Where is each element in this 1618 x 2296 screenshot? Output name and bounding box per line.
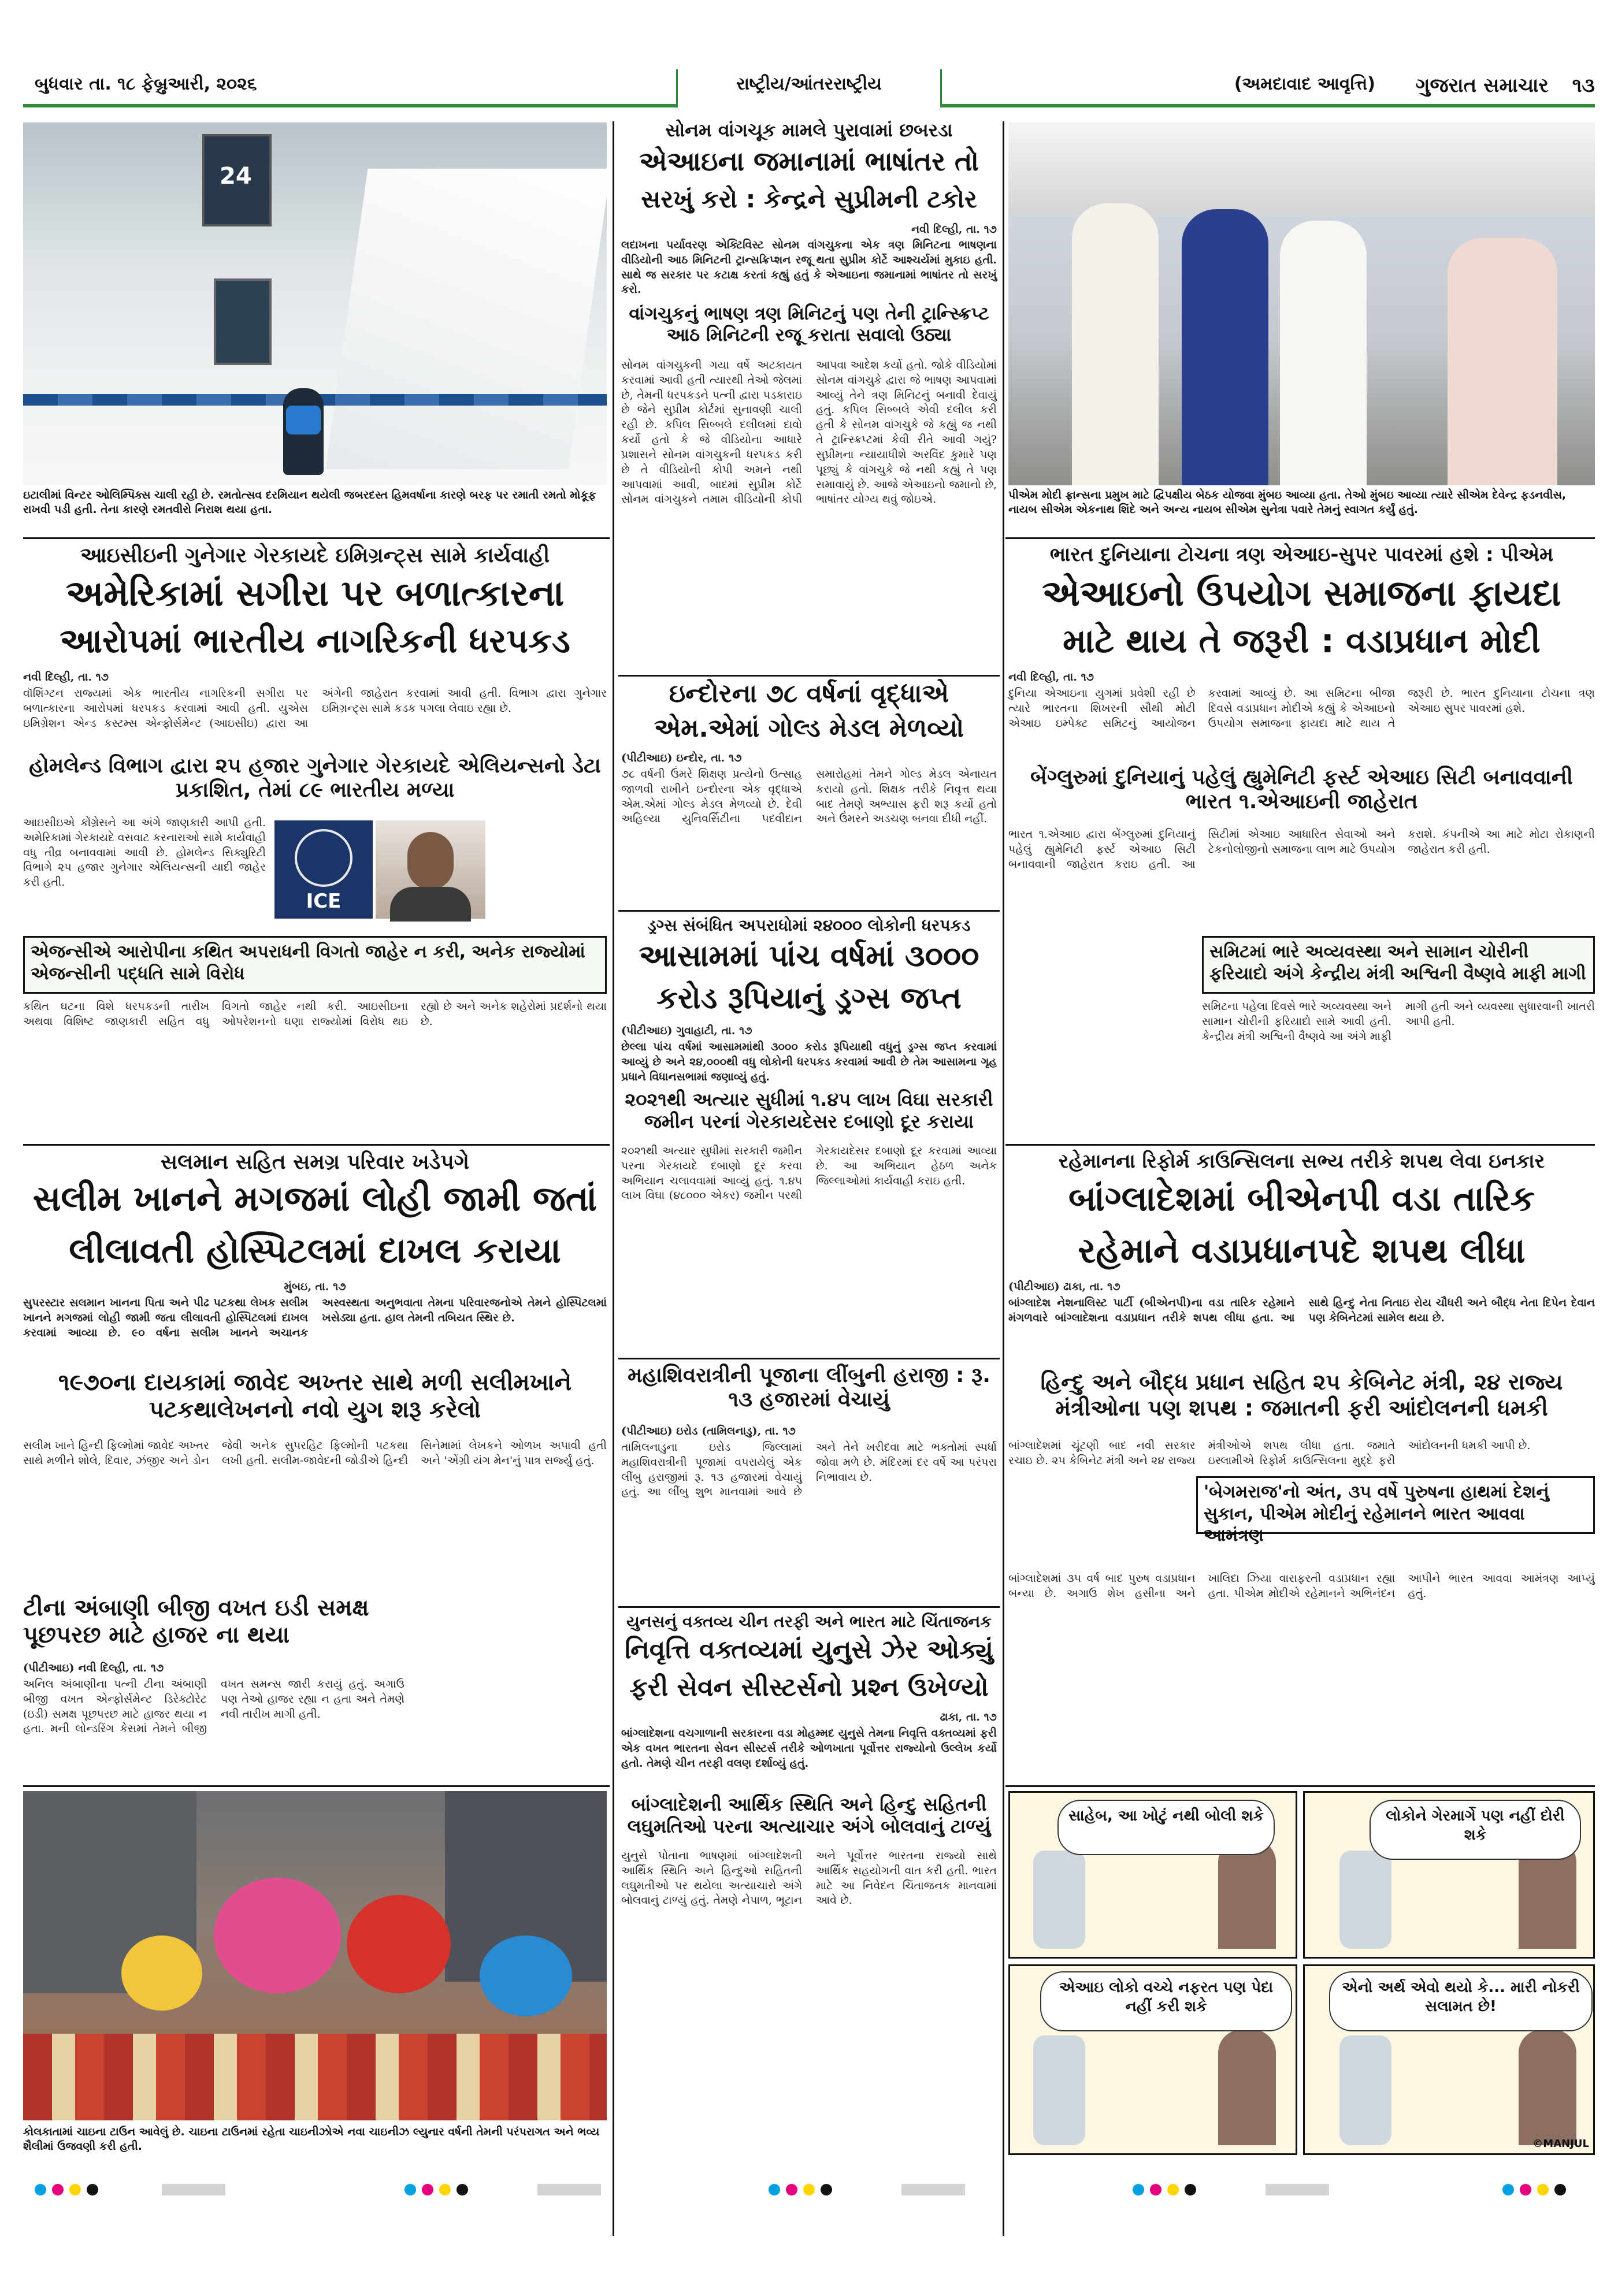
indore-headline-1: ઇન્દોરના ૭૮ વર્ષનાં વૃદ્ધાએ <box>669 679 949 708</box>
tina-dateline: (પીટીઆઇ) નવી દિલ્હી, તા. ૧૭ <box>23 1662 164 1674</box>
registration-bar <box>537 2184 601 2195</box>
usa-body: વૉશિંગ્ટન રાજ્યમાં એક ભારતીય નાગરિકની સગીરા પર બળાત્કારના આરોપમાં ધરપકડ કરવામાં આવી હતી. યુએસ ઇમિગ્રેશન એન્ડ કસ્ટમ્સ એન્ફોર્સમેન્ટ (આઇસીઇ) દ્વારા આ અંગેની જાહેરાત કરવામાં આવી હતી. વિભાગ દ્વારા ગુનેગાર ઇમિગ્રન્ટ્સ સામે કડક પગલા લેવાઇ રહ્યા છે. <box>23 687 607 730</box>
registration-dot <box>457 2184 468 2195</box>
assam-headline-1: આસામમાં પાંચ વર્ષમાં ૩૦૦૦ <box>639 939 979 974</box>
man-figure-4 <box>1519 2030 1576 2145</box>
snowboarder-jacket <box>286 406 321 434</box>
accused-portrait <box>376 820 485 919</box>
salim-headline-2: લીલાવતી હોસ્પિટલમાં દાખલ કરાયા <box>69 1231 561 1271</box>
usa-dateline: નવી દિલ્હી, તા. ૧૭ <box>23 671 109 683</box>
bangladesh-subhead: હિન્દુ અને બૌદ્ધ પ્રધાન સહિત ૨૫ કેબિનેટ મંત્રી, ૨૪ રાજ્ય મંત્રીઓના પણ શપથ : જમાતની ફરી આંદોલનની ધમકી <box>1040 1369 1563 1421</box>
registration-dot <box>35 2184 46 2195</box>
registration-bar <box>162 2184 225 2195</box>
registration-bar <box>1266 2184 1329 2195</box>
divider-sonam <box>618 675 1000 677</box>
registration-dot <box>422 2184 433 2195</box>
divider-ai <box>1005 1144 1595 1146</box>
cartoon-bubble-4: એનો અર્થ એવો થયો કે... મારી નોકરી સલામત છે! <box>1329 1971 1593 2031</box>
bangladesh-headline-1: બાંગ્લાદેશમાં બીએનપી વડા તારિક <box>1068 1179 1535 1219</box>
masthead-paper-name: ગુજરાત સમાચાર <box>1415 74 1549 97</box>
divider-tina <box>23 1785 610 1787</box>
bangladesh-body-2: બાંગ્લાદેશમાં ચૂંટણી બાદ નવી સરકાર રચાઇ છે. ૨૫ કેબિનેટ મંત્રી અને ૨૪ રાજ્ય મંત્રીઓએ શપથ લીધા હતા. જમાતે ઇસ્લામીએ રિફોર્મ કાઉન્સિલના મુદ્દે ફરી આંદોલનની ધમકી આપી છે. <box>1008 1439 1531 1467</box>
lion-head-pink <box>214 1878 341 1993</box>
un-dateline: ઢાકા, તા. ૧૭ <box>940 1711 997 1723</box>
person-modi <box>1072 203 1159 485</box>
ice-label: ICE <box>306 890 342 913</box>
lion-dance-photo <box>23 1791 607 2120</box>
column-rule-2 <box>1003 121 1004 2236</box>
salim-kicker: સલમાન સહિત સમગ્ર પરિવાર ખડેપગે <box>160 1150 470 1174</box>
man-figure-1 <box>1218 1839 1276 1949</box>
ai-body-2: ભારત ૧.એઆઇ દ્વારા બેંગ્લુરુમાં દુનિયાનું પહેલું હ્યુમેનિટી ફર્સ્ટ એઆઇ સિટી બનાવવાની જાહેરાત કરાઇ હતી. આ સિટીમાં એઆઇ આધારિત સેવાઓ અને ટેકનોલોજીનો સમાજના લાભ માટે ઉપયોગ કરાશે. કંપનીએ આ માટે મોટા રોકાણની જાહેરાત કરી હતી. <box>1008 828 1595 871</box>
usa-highlight-box: એજન્સીએ આરોપીના કથિત અપરાધની વિગતો જાહેર ન કરી, અનેક રાજ્યોમાં એજન્સીની પદ્ધતિ સામે વિરોધ <box>23 936 607 994</box>
ice-seal <box>295 829 352 887</box>
registration-dot <box>439 2184 451 2195</box>
cartoon-bubble-2: લોકોને ગેરમાર્ગે પણ નહીં દોરી શકે <box>1370 1800 1581 1860</box>
registration-dot <box>1185 2184 1196 2195</box>
modi-photo <box>1008 122 1595 485</box>
robot-figure-2 <box>1339 1851 1391 1949</box>
registration-dot <box>769 2184 780 2195</box>
ai-body: દુનિયા એઆઇના યુગમાં પ્રવેશી રહી છે ત્યારે ભારતના શિખરની સૌથી મોટી એઆઇ ઇમ્પેક્ટ સમિટનું આયોજન કરવામાં આવ્યું છે. આ સમિટના બીજા દિવસે વડાપ્રધાન મોદીએ કહ્યું કે એઆઇનો ઉપયોગ સમાજના ફાયદા માટે થાય તે જરૂરી છે. ભારત દુનિયાના ટોચના ત્રણ એઆઇ સુપર પાવરમાં હશે. <box>1008 687 1595 730</box>
divider-bangladesh <box>1005 1785 1595 1787</box>
registration-dot <box>87 2184 98 2195</box>
usa-headline-1: અમેરિકામાં સગીરા પર બળાત્કારના <box>65 572 565 614</box>
registration-bar <box>901 2184 965 2195</box>
masthead-section-frame <box>676 69 942 107</box>
divider-indore <box>618 910 1000 912</box>
portrait-head <box>407 832 454 890</box>
registration-dot <box>1554 2184 1566 2195</box>
lion-head-yellow <box>121 1935 202 2011</box>
ai-dateline: નવી દિલ્હી, તા. ૧૭ <box>1008 671 1094 683</box>
lion-head-blue <box>480 1935 572 2016</box>
registration-dot <box>404 2184 416 2195</box>
assam-body: ૨૦૨૧થી અત્યાર સુધીમાં સરકારી જમીન પરના ગેરકાયદે દબાણો દૂર કરવા અભિયાન ચલાવવામાં આવ્યું હતું. ૧.૪૫ લાખ વિઘા (૪૮૦૦૦ એકર) જમીન પરથી ગેરકાયદેસર દબાણો દૂર કરવામાં આવ્યા છે. આ અભિયાન હેઠળ અનેક જિલ્લાઓમાં કાર્યવાહી કરાઇ હતી. <box>621 1145 997 1202</box>
assam-kicker: ડ્રગ્સ સંબંધિત અપરાધોમાં ૨૪૦૦૦ લોકોની ધરપકડ <box>647 916 971 935</box>
robot-figure-1 <box>1033 1851 1085 1949</box>
masthead-rule-left <box>23 104 676 107</box>
bangladesh-kicker: રહેમાનના રિફોર્મ કાઉન્સિલના સભ્ય તરીકે શપથ લેવા ઇનકાર <box>1058 1150 1545 1173</box>
salim-subhead: ૧૯૭૦ના દાયકામાં જાવેદ અખ્તર સાથે મળી સલીમખાને પટકથાલેખનનો નવો યુગ શરૂ કરેલો <box>58 1369 572 1424</box>
robot-figure-3 <box>1033 2035 1085 2145</box>
indore-dateline: (પીટીઆઇ) ઇન્દોર, તા. ૧૭ <box>621 752 742 764</box>
person-pawar <box>1448 238 1557 485</box>
olympics-screen-2 <box>214 278 272 365</box>
page-number: ૧૩ <box>1572 74 1595 97</box>
robot-figure-4 <box>1339 2035 1391 2145</box>
registration-dot <box>821 2184 832 2195</box>
lion-head-red <box>347 1895 451 1993</box>
olympics-badge: 24 <box>220 163 252 190</box>
ice-logo <box>274 820 373 919</box>
crowd-row <box>23 2034 607 2120</box>
usa-kicker: આઇસીઇની ગુનેગાર ગેરકાયદે ઇમિગ્રન્ટ્સ સામે કાર્યવાહી <box>80 544 550 567</box>
salim-body: સુપરસ્ટાર સલમાન ખાનના પિતા અને પીઢ પટકથા લેખક સલીમ ખાનને મગજમાં લોહી જામી જતા લીલાવતી હોસ્પિટલમાં દાખલ કરવામાં આવ્યા છે. ૯૦ વર્ષના સલીમ ખાનને અચાનક અસ્વસ્થતા અનુભવાતા તેમના પરિવારજનોએ તેમને હોસ્પિટલમાં ખસેડ્યા હતા. હાલ તેમની તબિયત સ્થિર છે. <box>23 1296 607 1339</box>
ai-kicker: ભારત દુનિયાના ટોચના ત્રણ એઆઇ-સુપર પાવરમાં હશે : પીએમ <box>1049 543 1554 566</box>
registration-dot <box>803 2184 815 2195</box>
tina-body: અનિલ અંબાણીના પત્ની ટીના અંબાણી બીજી વખત એન્ફોર્સમેન્ટ ડિરેક્ટોરેટ (ઇડી) સમક્ષ પૂછપરછ માટે હાજર થયા ન હતા. મની લોન્ડરિંગ કેસમાં તેમને બીજી વખત સમન્સ જારી કરાયું હતું. અગાઉ પણ તેઓ હાજર રહ્યા ન હતા અને તેમણે નવી તારીખ માગી હતી. <box>23 1678 404 1736</box>
divider-usa <box>23 1144 610 1146</box>
registration-dot <box>1502 2184 1514 2195</box>
registration-dot <box>1133 2184 1144 2195</box>
un-kicker: યુનસનું વક્તવ્ય ચીન તરફી અને ભારત માટે ચિંતાજનક <box>626 1612 992 1631</box>
registration-dot <box>1150 2184 1161 2195</box>
registration-dot <box>786 2184 797 2195</box>
sonam-headline-2: સરખું કરો : કેન્દ્રને સુપ્રીમની ટકોર <box>641 185 977 213</box>
man-figure-3 <box>1218 2030 1276 2145</box>
olympics-caption: ઇટાલીમાં વિન્ટર ઓલિમ્પિક્સ ચાલી રહી છે. રમતોત્સવ દરમિયાન થયેલી જબરદસ્ત હિમવર્ષાના કારણે બરફ પર રમાતી રમતો મોકૂફ રાખવી પડી હતી. તેના કારણે રમતવીરો નિરાશ થયા હતા. <box>23 489 596 516</box>
cartoon-bubble-3: એઆઇ લોકો વચ્ચે નફરત પણ પેદા નહીં કરી શકે <box>1040 1971 1292 2031</box>
indore-body: ૭૮ વર્ષની ઉંમરે શિક્ષણ પ્રત્યેનો ઉત્સાહ જાળવી રાખીને ઇન્દોરના એક વૃદ્ધાએ એમ.એમાં ગોલ્ડ મેડલ મેળવ્યો છે. દેવી અહિલ્યા યુનિવર્સિટીના પદવીદાન સમારોહમાં તેમને ગોલ્ડ મેડલ એનાયત કરાયો હતો. શિક્ષક તરીકે નિવૃત્ત થયા બાદ તેમણે અભ્યાસ ફરી શરૂ કર્યો હતો અને ઉંમરને અડચણ બનવા દીધી નહીં. <box>621 768 997 826</box>
registration-dot <box>69 2184 81 2195</box>
divider-modi <box>1005 537 1595 539</box>
shivratri-body: તામિલનાડુના ઇરોડ જિલ્લામાં મહાશિવરાત્રીની પૂજામાં વપરાયેલું એક લીંબુ હરાજીમાં રૂ. ૧૩ હજારમાં વેચાયું હતું. આ લીંબુ શુભ માનવામાં આવે છે અને તેને ખરીદવા માટે ભક્તોમાં સ્પર્ધા જોવા મળે છે. મંદિરમાં દર વર્ષે આ પરંપરા નિભાવાય છે. <box>621 1441 997 1499</box>
registration-dot <box>1537 2184 1549 2195</box>
divider-olympics <box>23 537 610 539</box>
sonam-lead: લદાખના પર્યાવરણ એક્ટિવિસ્ટ સોનમ વાંગચુકના એક ત્રણ મિનિટના ભાષણના વીડિયોની આઠ મિનિટની ટ્રાન્સક્રિપ્શન રજૂ થતા સુપ્રીમ કોર્ટે આશ્ચર્યમાં મુકાઇ હતી. સાથે જ સરકાર પર કટાક્ષ કરતાં કહ્યું હતું કે એઆઇના જમાનામાં ભાષાંતર તો સરખું કરો. <box>621 239 997 296</box>
divider-shivratri <box>618 1606 1000 1608</box>
sonam-headline-1: એઆઇના જમાનામાં ભાષાંતર તો <box>639 146 979 177</box>
usa-body-2: આઇસીઇએ કોંગ્રેસને આ અંગે જાણકારી આપી હતી. અમેરિકામાં ગેરકાયદે વસવાટ કરનારાઓ સામે કાર્યવાહી વધુ તીવ્ર બનાવવામાં આવી છે. હોમલેન્ડ સિક્યુરિટી વિભાગે ૨૫ હજાર ગુનેગાર એલિયન્સની યાદી જાહેર કરી હતી. <box>23 816 266 889</box>
portrait-shoulders <box>390 887 471 922</box>
salim-body-2: સલીમ ખાને હિન્દી ફિલ્મોમાં જાવેદ અખ્તર સાથે મળીને શોલે, દિવાર, ઝંજીર અને ડોન જેવી અનેક સુપરહિટ ફિલ્મોની પટકથા લખી હતી. સલીમ-જાવેદની જોડીએ હિન્દી સિનેમામાં લેખકને ઓળખ અપાવી હતી અને 'એંગ્રી યંગ મેન'નું પાત્ર સર્જ્યું હતું. <box>23 1439 607 1467</box>
sonam-kicker: સોનમ વાંગચૂક મામલે પુરાવામાં છબરડા <box>665 119 953 141</box>
ai-headline-1: એઆઇનો ઉપયોગ સમાજના ફાયદા <box>1042 572 1561 614</box>
usa-body-2b <box>491 816 607 931</box>
salim-dateline: મુંબઇ, તા. ૧૭ <box>284 1280 346 1293</box>
un-headline-2: ફરી સેવન સીસ્ટર્સનો પ્રશ્ન ઉખેળ્યો <box>629 1673 989 1702</box>
person-fadnavis <box>1182 209 1268 485</box>
shivratri-headline: મહાશિવરાત્રીની પૂજાના લીંબુની હરાજી : રૂ. ૧૩ હજારમાં વેચાયું <box>628 1364 990 1412</box>
usa-body-3: કથિત ઘટના વિશે ધરપકડની તારીખ અથવા વિશિષ્ટ જાણકારી સહિત વધુ વિગતો જાહેર નથી કરી. આઇસીઇના ઓપરેશનનો ઘણા રાજ્યોમાં વિરોધ થઇ રહ્યો છે અને અનેક શહેરોમાં પ્રદર્શનો થયા છે. <box>23 1000 607 1028</box>
registration-dot <box>52 2184 64 2195</box>
bangladesh-body-3: બાંગ્લાદેશમાં ૩૫ વર્ષ બાદ પુરુષ વડાપ્રધાન બન્યા છે. અગાઉ શેખ હસીના અને ખાલિદા ઝિયા વારાફરતી વડાપ્રધાન રહ્યા હતા. પીએમ મોદીએ રહેમાનને અભિનંદન આપીને ભારત આવવા આમંત્રણ આપ્યું હતું. <box>1008 1572 1595 1600</box>
person-shinde <box>1280 221 1367 485</box>
masthead-section: રાષ્ટ્રીય/આંતરરાષ્ટ્રીય <box>736 74 882 94</box>
indore-headline-2: એમ.એમાં ગોલ્ડ મેડલ મેળવ્યો <box>654 714 964 743</box>
usa-headline-2: આરોપમાં ભારતીય નાગરિકની ધરપકડ <box>60 621 570 660</box>
assam-subhead: ૨૦૨૧થી અત્યાર સુધીમાં ૧.૪૫ લાખ વિઘા સરકારી જમીન પરનાં ગેરકાયદેસર દબાણો દૂર કરાયા <box>625 1088 993 1132</box>
ai-body-2b <box>1008 936 1193 1138</box>
ski-slope <box>325 169 610 469</box>
shivratri-dateline: (પીટીઆઇ) ઇરોડ (તામિલનાડુ), તા. ૧૭ <box>621 1425 796 1437</box>
bangladesh-highlight-box: 'બેગમરાજ'નો અંત, ૩૫ વર્ષે પુરુષના હાથમાં દેશનું સુકાન, પીએમ મોદીનું રહેમાનને ભારત આવવા આમંત્રણ <box>1196 1476 1595 1534</box>
bangladesh-headline-2: રહેમાને વડાપ્રધાનપદે શપથ લીધા <box>1078 1231 1526 1271</box>
masthead-date: બુધવાર તા. ૧૮ ફેબ્રુઆરી, ૨૦૨૬ <box>35 74 257 94</box>
sonam-dateline: નવી દિલ્હી, તા. ૧૭ <box>911 223 997 236</box>
tina-headline: ટીના અંબાણી બીજી વખત ઇડી સમક્ષ પૂછપરછ માટે હાજર ના થયા <box>23 1595 369 1649</box>
un-headline-1: નિવૃત્તિ વક્તવ્યમાં યુનુસે ઝેર ઓક્યું <box>625 1635 993 1665</box>
masthead-rule-right <box>942 104 1595 107</box>
assam-headline-2: કરોડ રૂપિયાનું ડ્રગ્સ જપ્ત <box>656 981 962 1016</box>
cartoon-bubble-1: સાહેબ, આ ખોટું નથી બોલી શકે <box>1057 1800 1275 1855</box>
divider-assam <box>618 1358 1000 1359</box>
ai-body-3: સમિટના પહેલા દિવસે ભારે અવ્યવસ્થા અને સામાન ચોરીની ફરિયાદો સામે આવી હતી. કેન્દ્રીય મંત્રી અશ્વિની વૈષ્ણવે આ અંગે માફી માગી હતી અને વ્યવસ્થા સુધારવાની ખાતરી આપી હતી. <box>1202 1000 1595 1043</box>
modi-caption: પીએમ મોદી ફ્રાન્સના પ્રમુખ માટે દ્વિપક્ષીય બેઠક યોજવા મુંબઇ આવ્યા હતા. તેઓ મુંબઇ આવ્યા ત્યારે સીએમ દેવેન્દ્ર ફડનવીસ, નાયબ સીએમ એકનાથ શિંદે અને અન્ય નાયબ સીએમ સુનેત્રા પવારે તેમનું સ્વાગત કર્યું હતું. <box>1008 489 1567 516</box>
ai-subhead: બેંગ્લુરુમાં દુનિયાનું પહેલું હ્યુમેનિટી ફર્સ્ટ એઆઇ સિટી બનાવવાની ભારત ૧.એઆઇની જાહેરાત <box>1030 766 1573 814</box>
cartoon-signature: ©MANJUL <box>1532 2138 1589 2150</box>
salim-body-2-cont <box>413 1595 607 1779</box>
lion-dance-caption: કોલકાતામાં ચાઇના ટાઉન આવેલું છે. ચાઇના ટાઉનમાં રહેતા ચાઇનીઝોએ નવા ચાઇનીઝ લ્યુનાર વર્ષની તેમની પરંપરાગત અને ભવ્ય શૈલીમાં ઉજવણી કરી હતી. <box>23 2126 600 2153</box>
un-body: યુનુસે પોતાના ભાષણમાં બાંગ્લાદેશની આર્થિક સ્થિતિ અને હિન્દુઓ સહિતની લઘુમતીઓ પર થયેલા અત્યાચારો અંગે બોલવાનું ટાળ્યું હતું. તેમણે નેપાળ, ભૂટાન અને પૂર્વોત્તર ભારતના રાજ્યો સાથે આર્થિક સહયોગની વાત કરી હતી. ભારત માટે આ નિવેદન ચિંતાજનક માનવામાં આવે છે. <box>621 1849 997 1907</box>
ai-headline-2: માટે થાય તે જરૂરી : વડાપ્રધાન મોદી <box>1063 621 1541 660</box>
registration-dot <box>1520 2184 1531 2195</box>
sonam-body: સોનમ વાંગચુકની ગયા વર્ષે અટકાયત કરવામાં આવી હતી ત્યારથી તેઓ જેલમાં છે, તેમની ધરપકડને પત્ની દ્વારા પડકારાઇ છે જેને સુપ્રીમ કોર્ટમાં સુનાવણી ચાલી રહી છે. કપિલ સિબ્બલે દલીલમાં દાવો કર્યો હતો કે જે વીડિયોના આધારે પ્રશાસને સોનમ વાંગચુકની ધરપકડ કરી છે તે વીડિયોની કોપી અમને નથી આપવામાં આવી, બાદમાં સુપ્રીમ કોર્ટે સોનમ વાંગચુકને તમામ વીડિયોની કોપી આપવા આદેશ કર્યો હતો. જોકે વીડિયોમાં સોનમ વાંગચુકે દ્વારા જે ભાષણ આપવામાં આવ્યું તેને ત્રણ મિનિટનું બનાવી દેવાયું હતું. કપિલ સિબ્બલે એવી દલીલ કરી હતી કે સોનમ વાંગચુકે જે કહ્યું જ નથી તે ટ્રાન્સ્ક્રિપ્ટમાં કેવી રીતે આવી ગયું? સુપ્રીમના ન્યાયાધીશે અરવિંદ કુમારે પણ પૂછ્યું કે વાંગચુકે જે નથી કહ્યું તે પણ સમાવાયું છે. આજે એઆઇનો જમાનો છે, ભાષાંતર યોગ્ય થવું જોઇએ. <box>621 359 997 506</box>
usa-subhead: હોમલેન્ડ વિભાગ દ્વારા ૨૫ હજાર ગુનેગાર ગેરકાયદે એલિયન્સનો ડેટા પ્રકાશિત, તેમાં ૮૯ ભારતીય મળ્યા <box>29 754 601 803</box>
ai-highlight-box: સમિટમાં ભારે અવ્યવસ્થા અને સામાન ચોરીની ફરિયાદો અંગે કેન્દ્રીય મંત્રી અશ્વિની વૈષ્ણવે માફી માગી <box>1202 936 1595 994</box>
assam-lead: છેલ્લા પાંચ વર્ષમાં આસામમાંથી ૩૦૦૦ કરોડ રૂપિયાથી વધુનું ડ્રગ્સ જપ્ત કરવામાં આવ્યું છે અને ૨૪,૦૦૦થી વધુ લોકોની ધરપકડ કરવામાં આવી છે તેમ આસામના ગૃહ પ્રધાને વિધાનસભામાં જણાવ્યું હતું. <box>621 1041 997 1083</box>
un-lead: બાંગ્લાદેશના વચગાળાની સરકારના વડા મોહમ્મદ યુનુસે તેમના નિવૃત્તિ વક્તવ્યમાં ફરી એક વખત ભારતના સેવન સીસ્ટર્સ તરીકે ઓળખાતા પૂર્વોત્તર રાજ્યોનો ઉલ્લેખ કર્યો હતો. તેમણે ચીન તરફી વલણ દર્શાવ્યું હતું. <box>621 1727 997 1770</box>
bangladesh-body: બાંગ્લાદેશ નેશનાલિસ્ટ પાર્ટી (બીએનપી)ના વડા તારિક રહેમાને મંગળવારે બાંગ્લાદેશના વડાપ્રધાન તરીકે શપથ લીધા હતા. આ સાથે હિન્દુ નેતા નિતાઇ રોય ચૌધરી અને બૌદ્ધ નેતા દિપેન દેવાન પણ કેબિનેટમાં સામેલ થયા છે. <box>1008 1296 1595 1324</box>
un-subhead: બાંગ્લાદેશની આર્થિક સ્થિતિ અને હિન્દુ સહિતની લઘુમતિઓ પરના અત્યાચાર અંગે બોલવાનું ટાળ્યું <box>627 1793 991 1837</box>
sonam-subhead: વાંગચુકનું ભાષણ ત્રણ મિનિટનું પણ તેની ટ્રાન્સ્ક્રિપ્ટ આઠ મિનિટની રજૂ કરાતા સવાલો ઉઠ્યા <box>629 303 989 345</box>
column-rule-1 <box>613 121 614 2236</box>
assam-dateline: (પીટીઆઇ) ગુવાહાટી, તા. ૧૭ <box>621 1024 752 1037</box>
masthead-edition: (અમદાવાદ આવૃત્તિ) <box>1234 74 1375 94</box>
aircraft-body <box>1008 122 1595 215</box>
bangladesh-dateline: (પીટીઆઇ) ઢાકા, તા. ૧૭ <box>1008 1280 1120 1293</box>
registration-dot <box>1167 2184 1179 2195</box>
olympics-photo <box>23 122 607 485</box>
salim-headline-1: સલીમ ખાનને મગજમાં લોહી જામી જતાં <box>32 1179 598 1219</box>
